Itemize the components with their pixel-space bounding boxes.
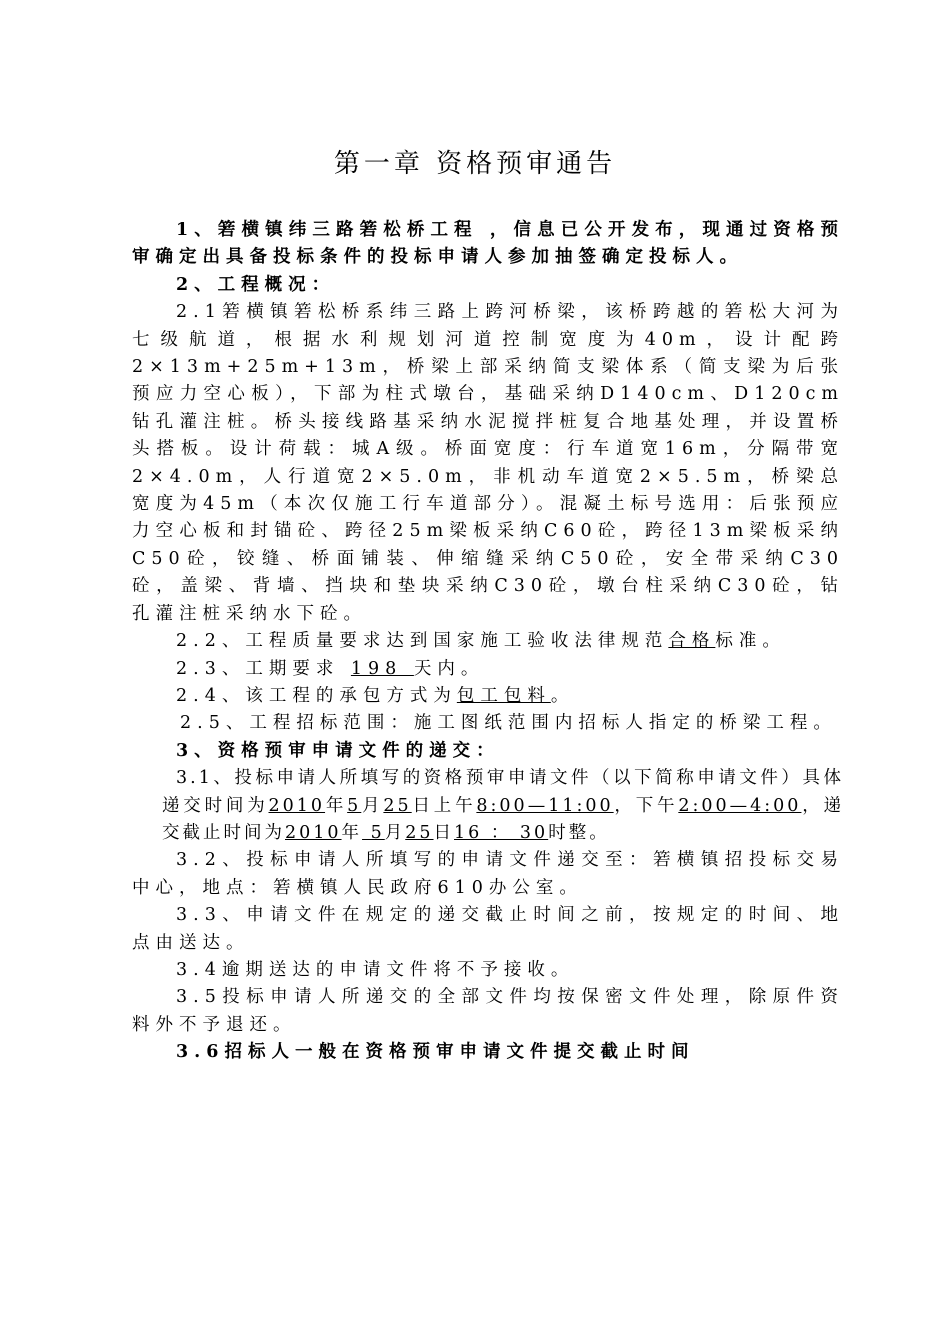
p2-4-tail: 。 xyxy=(550,685,575,706)
paragraph-2-1: 2.1箬横镇箬松桥系纬三路上跨河桥梁，该桥跨越的箬松大河为七级航道，根据水利规划河道控制宽度为40m，设计配跨2×13m+25m+13m，桥梁上部采纳简支梁体系（简支梁为后张预应力空心板），下部为柱式墩台，基础采纳D140cm、D120cm钻孔灌注桩。桥头接线路基采纳水泥搅拌桩复合地基处理，并设置桥头搭板。设计荷载：城A级。桥面宽度：行车道宽16m，分隔带宽2×4.0m，人行道宽2×5.0m，非机动车道宽2×5.5m，桥梁总宽度为45m（本次仅施工行车道部分）。混凝土标号选用：后张预应力空心板和封锚砼、跨径25m梁板采纳C60砼，跨径13m梁板采纳C50砼，铰缝、桥面铺装、伸缩缝采纳C50砼，安全带采纳C30砼，盖梁、背墙、挡块和垫块采纳C30砼，墩台柱采纳C30砼，钻孔灌注桩采纳水下砼。 xyxy=(132,302,844,624)
deadline-time: 16 ： 30 xyxy=(454,822,549,843)
section-2-heading: 2、工程概况： xyxy=(176,274,336,295)
quality-standard: 合格 xyxy=(668,631,716,652)
duration-days: 198 xyxy=(350,658,414,679)
day-char: 日上午 xyxy=(411,795,477,816)
year-char-2: 年 xyxy=(341,822,363,843)
paragraph-1: 1、箬横镇纬三路箬松桥工程 ，信息已公开发布，现通过资格预审确定出具备投标条件的投标申请人参加抽签确定投标人。 xyxy=(132,220,844,268)
paragraph-3-2: 3.2、投标申请人所填写的申请文件递交至：箬横镇招投标交易中心，地点：箬横镇人民政府610办公室。 xyxy=(132,850,844,898)
deadline-year: 2010 xyxy=(285,822,342,843)
p2-4-text: 2.4、该工程的承包方式为 xyxy=(176,685,457,706)
paragraph-2-4 xyxy=(132,683,844,710)
paragraph-3-6: 3.6招标人一般在资格预审申请文件提交截止时间 xyxy=(176,1042,695,1063)
paragraph-2-2 xyxy=(132,628,844,655)
p3-1-text: 3.1、投标申请人所填写的资格预审申请文件（以下简称申请文件）具体递交时间为 xyxy=(162,768,844,816)
submit-day: 25 xyxy=(383,795,412,816)
deadline-day: 25 xyxy=(405,822,434,843)
contract-mode: 包工包料 xyxy=(456,685,551,706)
p2-2-text: 2.2、工程质量要求达到国家施工验收法律规范 xyxy=(176,631,669,652)
year-char: 年 xyxy=(325,795,348,816)
submit-month: 5 xyxy=(347,795,362,816)
p2-3-tail: 天内。 xyxy=(413,658,485,679)
afternoon-hours: 2:00—4:00 xyxy=(678,795,802,816)
time-suffix: 时整。 xyxy=(548,822,610,843)
page-title: 第一章 资格预审通告 xyxy=(333,149,617,179)
paragraph-3-1 xyxy=(132,765,844,847)
morning-hours: 8:00—11:00 xyxy=(476,795,614,816)
paragraph-3-3: 3.3、申请文件在规定的递交截止时间之前，按规定的时间、地点由送达。 xyxy=(132,905,844,953)
month-char: 月 xyxy=(361,795,384,816)
p2-3-text: 2.3、工期要求 xyxy=(176,658,351,679)
deadline-label: ，递交截止时间为 xyxy=(162,795,845,843)
paragraph-2-5: 2.5、工程招标范围：施工图纸范围内招标人指定的桥梁工程。 xyxy=(180,713,837,734)
submit-year: 2010 xyxy=(268,795,326,816)
section-3-heading: 3、资格预审申请文件的递交： xyxy=(176,740,500,761)
month-char-2: 月 xyxy=(384,822,406,843)
paragraph-3-5: 3.5投标申请人所递交的全部文件均按保密文件处理，除原件资料外不予退还。 xyxy=(132,987,844,1035)
afternoon-label: ，下午 xyxy=(613,795,679,816)
p2-2-tail: 标准。 xyxy=(715,631,786,652)
day-char-2: 日 xyxy=(433,822,455,843)
paragraph-3-4: 3.4逾期送达的申请文件将不予接收。 xyxy=(176,959,575,980)
document-body xyxy=(132,217,844,1067)
paragraph-2-3 xyxy=(132,656,844,683)
deadline-month: 5 xyxy=(362,822,385,843)
